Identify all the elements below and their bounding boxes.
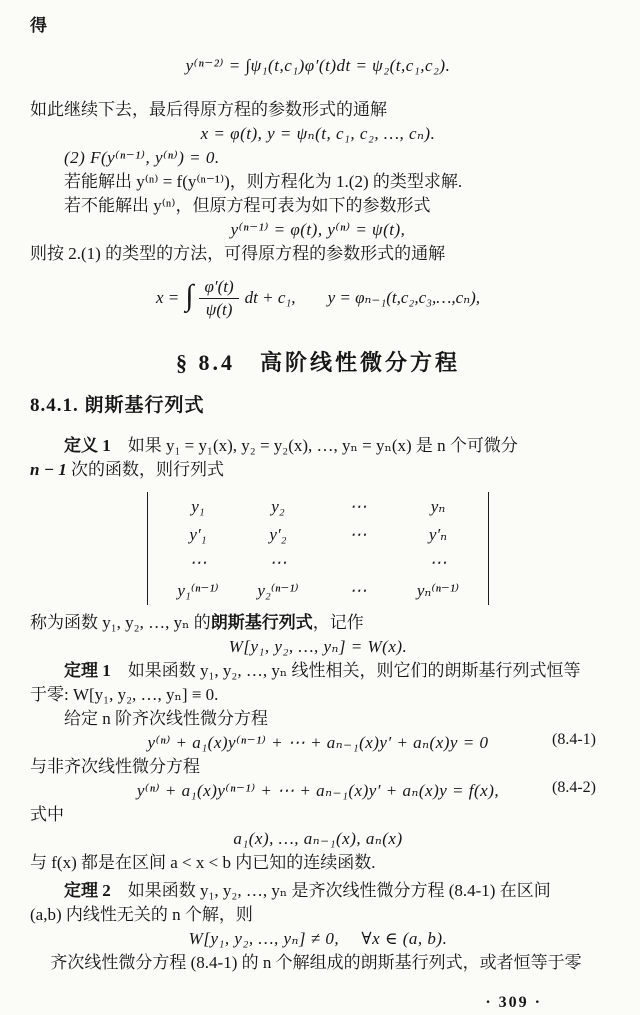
formula-parametric-general-solution: x = φ(t), y = ψₙ(t, c₁, c₂, …, cₙ). xyxy=(200,124,436,143)
wronskian-caption xyxy=(30,611,606,635)
definition-1-text: 如果 y₁ = y₁(x), y₂ = y₂(x), …, yₙ = yₙ(x) 是 n 个可微分 xyxy=(110,436,518,455)
equation-8-4-2-label: (8.4-2) xyxy=(552,779,596,796)
matrix-cell: y₁⁽ⁿ⁻¹⁾ xyxy=(177,581,219,600)
paragraph-continue-process: 如此继续下去，最后得原方程的参数形式的通解 xyxy=(30,100,387,119)
paragraph-by-method-2-1: 则按 2.(1) 的类型的方法，可得原方程的参数形式的通解 xyxy=(30,244,446,263)
determinant-right-bar xyxy=(488,492,489,605)
page-number: · 309 · xyxy=(485,994,542,1011)
matrix-cell: y₂⁽ⁿ⁻¹⁾ xyxy=(257,581,299,600)
formula-parametric-form: y⁽ⁿ⁻¹⁾ = φ(t), y⁽ⁿ⁾ = ψ(t), xyxy=(230,220,406,239)
theorem-1-text: 如果函数 y₁, y₂, …, yₙ 线性相关，则它们的朗斯基行列式恒等 xyxy=(110,661,581,680)
paragraph-nonhomogeneous: 与非齐次线性微分方程 xyxy=(30,757,200,776)
theorem-2-line2: (a,b) 内线性无关的 n 个解，则 xyxy=(30,905,253,924)
matrix-cell: y₁ xyxy=(191,497,205,516)
section-heading: § 8.4 高阶线性微分方程 xyxy=(175,350,460,375)
matrix-cell: ⋯ xyxy=(349,581,367,600)
paragraph-continuous-functions: 与 f(x) 都是在区间 a < x < b 内已知的连续函数. xyxy=(30,853,376,872)
formula-y-n-2-integral: y⁽ⁿ⁻²⁾ = ∫ψ₁(t,c₁)φ′(t)dt = ψ₂(t,c₁,c₂). xyxy=(185,56,451,75)
fraction xyxy=(199,277,238,320)
matrix-cell: ⋯ xyxy=(349,525,367,544)
theorem-2-text: 如果函数 y₁, y₂, …, yₙ 是齐次线性微分方程 (8.4-1) 在区间 xyxy=(110,881,551,900)
matrix-cell: ⋯ xyxy=(269,553,287,572)
caption-post: ，记作 xyxy=(312,613,364,632)
definition-1-line2-rest: 次的函数，则行列式 xyxy=(66,460,225,479)
definition-1-line2-lead: n − 1 xyxy=(30,460,67,479)
formula-tail: dt + c₁, xyxy=(244,288,296,307)
equation-8-4-1: y⁽ⁿ⁾ + a₁(x)y⁽ⁿ⁻¹⁾ + ⋯ + aₙ₋₁(x)y′ + aₙ(x)y = 0 xyxy=(147,733,489,752)
matrix-cell: ⋯ xyxy=(189,553,207,572)
formula-second-part: y = φₙ₋₁(t,c₂,c₃,…,cₙ), xyxy=(327,288,481,307)
matrix-cell: y′₂ xyxy=(269,525,287,544)
matrix-cell: yₙ⁽ⁿ⁻¹⁾ xyxy=(416,581,460,600)
formula-integral-fraction xyxy=(30,272,606,324)
paragraph-if-solvable: 若能解出 y⁽ⁿ⁾ = f(y⁽ⁿ⁻¹⁾)，则方程化为 1.(2) 的类型求解. xyxy=(64,172,463,191)
fraction-denominator: ψ(t) xyxy=(205,299,233,319)
theorem-1-line1 xyxy=(30,659,606,683)
formula-wronskian-nonzero: W[y₁, y₂, …, yₙ] ≠ 0, ∀x ∈ (a, b). xyxy=(188,929,448,948)
formula-wronskian-notation: W[y₁, y₂, …, yₙ] = W(x). xyxy=(228,637,408,656)
matrix-cell: y′₁ xyxy=(189,525,207,544)
formula-coefficients: a₁(x), …, aₙ₋₁(x), aₙ(x) xyxy=(233,829,403,848)
wronskian-determinant xyxy=(30,492,606,605)
paragraph-where: 式中 xyxy=(30,805,64,824)
determinant-body xyxy=(147,492,489,605)
matrix-cell: ⋯ xyxy=(429,553,447,572)
caption-pre: 称为函数 y₁, y₂, …, yₙ 的 xyxy=(30,613,211,632)
equation-8-4-2-row xyxy=(30,779,606,803)
theorem-1-label: 定理 1 xyxy=(64,661,111,680)
fraction-numerator: φ′(t) xyxy=(199,277,238,299)
paragraph-given-homogeneous: 给定 n 阶齐次线性微分方程 xyxy=(64,709,268,728)
theorem-2-label: 定理 2 xyxy=(64,881,111,900)
theorem-2-line1 xyxy=(30,879,606,903)
definition-1-line2 xyxy=(30,458,606,482)
paragraph-if-not-solvable: 若不能解出 y⁽ⁿ⁾，但原方程可表为如下的参数形式 xyxy=(64,196,431,215)
matrix-cell: y′ₙ xyxy=(428,525,448,544)
matrix-cell: ⋯ xyxy=(349,497,367,516)
equation-8-4-1-row xyxy=(30,731,606,755)
formula-lead: x = xyxy=(155,288,180,307)
lead-word: 得 xyxy=(30,16,47,35)
equation-8-4-1-label: (8.4-1) xyxy=(552,731,596,748)
integral-sign: ∫ xyxy=(185,279,194,312)
matrix-cell: yₙ xyxy=(430,497,446,516)
subsection-heading: 8.4.1. 朗斯基行列式 xyxy=(30,395,205,416)
determinant-matrix xyxy=(148,492,488,605)
caption-bold-term: 朗斯基行列式 xyxy=(210,613,313,632)
matrix-cell: y₂ xyxy=(271,497,285,516)
paragraph-closing: 齐次线性微分方程 (8.4-1) 的 n 个解组成的朗斯基行列式，或者恒等于零 xyxy=(50,953,582,972)
equation-8-4-2: y⁽ⁿ⁾ + a₁(x)y⁽ⁿ⁻¹⁾ + ⋯ + aₙ₋₁(x)y′ + aₙ(x)y = f(x), xyxy=(136,781,500,800)
definition-1-line1 xyxy=(30,434,606,458)
item-2-equation-F: (2) F(y⁽ⁿ⁻¹⁾, y⁽ⁿ⁾) = 0. xyxy=(64,148,220,167)
theorem-1-line2: 于零: W[y₁, y₂, …, yₙ] ≡ 0. xyxy=(30,685,219,704)
definition-1-label: 定义 1 xyxy=(64,436,111,455)
